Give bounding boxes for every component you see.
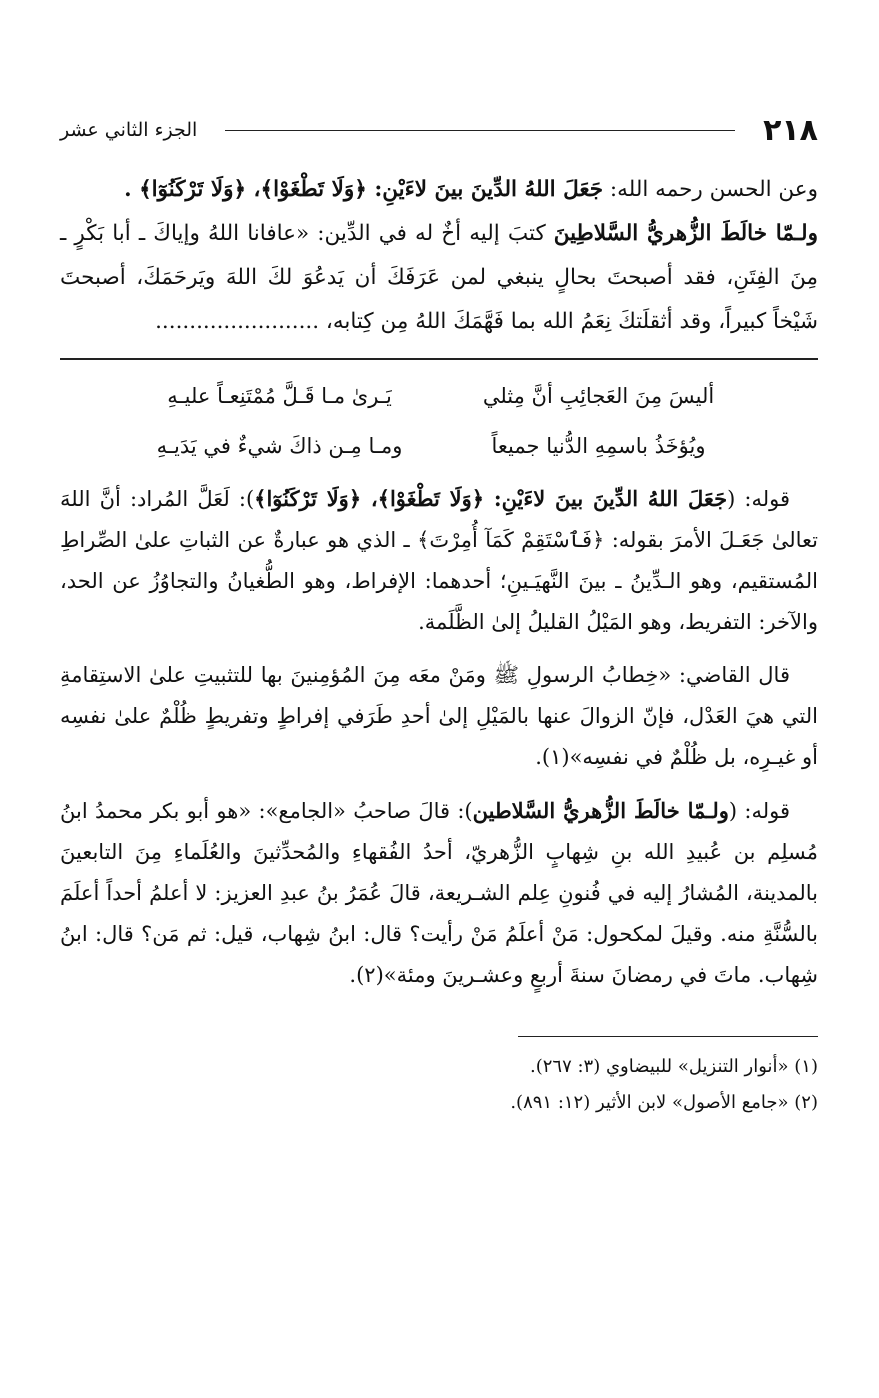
poem-verse-1-second-half: يَـرىٰ مـا قَـلَّ مُمْتَنِعـاً عليـهِ xyxy=(167,384,392,408)
poem-verse-1-first-half: أليسَ مِنَ العَجائِبِ أنَّ مِثلي xyxy=(482,384,715,408)
main-paragraph-2: ولـمّا خالَطَ الزُّهريُّ السَّلاطِينَ كتبَ إليه أخٌ له في الدِّين: «عافانا اللهُ وإياكَ ـ أبا بَكْرٍ ـ مِنَ الفِتَنِ، فقد أصبحتَ بحالٍ ينبغي لمن عَرَفَكَ أن يَدعُوَ لكَ اللهَ ويَرحَمَكَ، أصبحتَ شَيْخاً كبيراً، وقد أثقلَتكَ نِعَمُ الله بما فَهَّمَكَ اللهُ مِن كِتابه، ........................ xyxy=(60,221,818,334)
footnotes xyxy=(60,1049,818,1121)
header-rule xyxy=(225,130,735,131)
commentary xyxy=(60,478,818,996)
commentary-paragraph-1: قوله: (جَعَلَ اللهُ الدِّينَ بينَ لاءَيْنِ: ﴿وَلَا تَطْغَوْا﴾، ﴿وَلَا تَرْكَنُوٓا﴾): لَعَلَّ المُراد: أنَّ اللهَ تعالىٰ جَعَـلَ الأمرَ بقوله: ﴿فَٱسْتَقِمْ كَمَآ أُمِرْتَ﴾ ـ الذي هو عبارةٌ عن الثباتِ علىٰ الصِّراطِ المُستقيم، وهو الـدِّينُ ـ بينَ النَّهيَـينِ؛ أحدهما: الإفراط، وهو الطُّغيانُ والتجاوُزُ عن الحد، والآخر: التفريط، وهو المَيْلُ القليلُ إلىٰ الظَّلَمة. xyxy=(60,486,818,634)
page-number: ٢١٨ xyxy=(763,112,818,148)
footnote-rule xyxy=(518,1036,818,1037)
footnote-2: (٢) «جامع الأصول» لابن الأثير (١٢: ٨٩١). xyxy=(510,1092,818,1113)
main-text xyxy=(60,168,818,344)
poem-verse-2-second-half: ومـا مِـن ذاكَ شيءٌ في يَدَيـهِ xyxy=(156,434,403,458)
main-paragraph-1: وعن الحسن رحمه الله: جَعَلَ اللهُ الدِّينَ بينَ لاءَيْنِ: ﴿وَلَا تَطْغَوْا﴾، ﴿وَلَا تَرْكَنُوٓا﴾ . xyxy=(124,177,818,202)
poem-verse-2-first-half: ويُؤخَذُ باسمِهِ الدُّنيا جميعاً xyxy=(491,434,706,458)
document-page xyxy=(60,110,818,1121)
footnote-1: (١) «أنوار التنزيل» للبيضاوي (٣: ٢٦٧). xyxy=(529,1056,818,1077)
commentary-paragraph-2: قال القاضي: «خِطابُ الرسولِ ﷺ ومَنْ معَه مِنَ المُؤمِنينَ بها للتثبيتِ علىٰ الاستِقامةِ التي هيَ العَدْل، فإنّ الزوالَ عنها بالمَيْلِ إلىٰ أحدِ طَرَفي إفراطٍ وتفريطٍ ظُلْمٌ علىٰ نفسِه أو غيـرِه، بل ظُلْمٌ في نفسِه»(١). xyxy=(60,663,818,769)
commentary-paragraph-3: قوله: (ولـمّا خالَطَ الزُّهريُّ السَّلاطين): قالَ صاحبُ «الجامع»: «هو أبو بكر محمدُ ابنُ مُسلِم بن عُبيدِ الله بنِ شِهابٍ الزُّهريّ، أحدُ الفُقهاءِ والمُحدِّثينَ والعُلَماءِ مِنَ التابعينَ بالمدينة، المُشارُ إليه في فُنونِ عِلم الشـريعة، قالَ عُمَرُ بنُ عبدِ العزيز: لا أعلمُ أحداً أعلَمَ بالسُّنَّةِ منه. وقيلَ لمكحول: مَنْ أعلَمُ مَنْ رأيت؟ قال: ابنُ شِهاب، قيل: ثم مَن؟ قال: ابنُ شِهاب. ماتَ في رمضانَ سنةَ أربعٍ وعشـرينَ ومئة»(٢). xyxy=(60,798,818,987)
poem xyxy=(60,378,818,464)
main-rule xyxy=(60,358,818,360)
running-title: الجزء الثاني عشر xyxy=(60,119,198,141)
page-header xyxy=(60,110,818,150)
